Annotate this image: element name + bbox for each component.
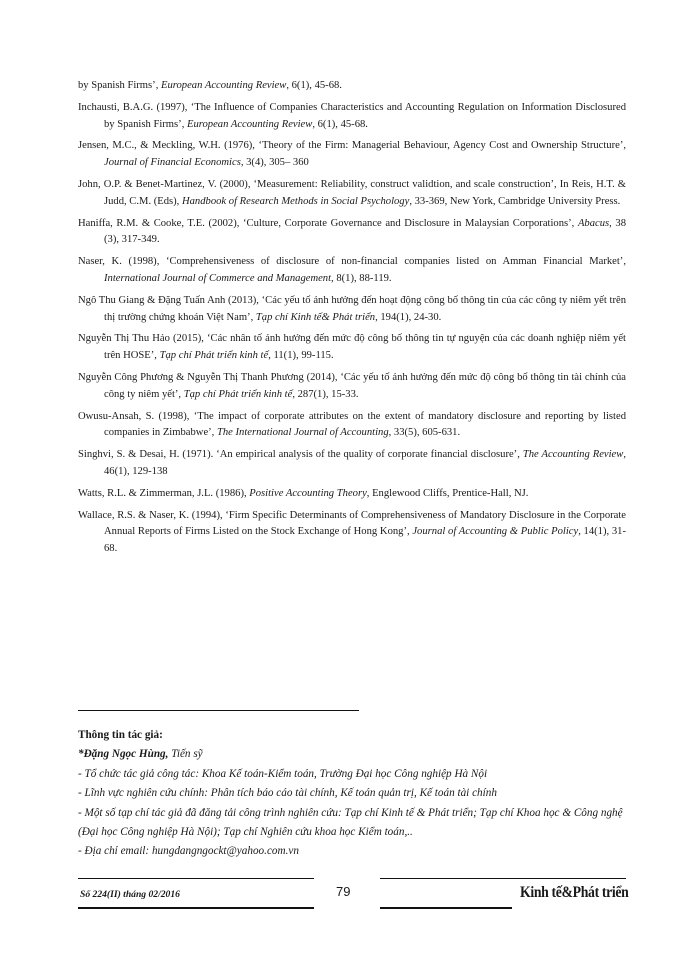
reference-text: Inchausti, B.A.G. (1997), ‘The Influence of Companies Characteristics and Accounting Regulation on Information Disclosured by Spanish Firms’, <box>78 101 626 130</box>
reference-item <box>78 216 626 250</box>
author-separator-line <box>78 710 359 711</box>
reference-item <box>78 370 626 404</box>
author-publications: - Một số tạp chí tác giả đã đăng tải công trình nghiên cứu: Tạp chí Kinh tế & Phát triển; Tạp chí Khoa học & Công nghệ (Đại học Công nghiệp Hà Nội); Tạp chí Nghiên cứu khoa học Kiểm toán,.. <box>78 806 623 839</box>
reference-item <box>78 138 626 172</box>
reference-text: Nguyễn Công Phương & Nguyễn Thị Thanh Phương (2014), ‘Các yếu tố ảnh hưởng đến mức độ công bố thông tin tài chính của công ty niêm yết’, <box>78 371 626 400</box>
reference-details: , 6(1), 45-68. <box>312 118 368 130</box>
reference-text: Wallace, R.S. & Naser, K. (1994), ‘Firm Specific Determinants of Comprehensiveness of Mandatory Disclosure in the Corporate Annual Reports of Firms Listed on the Stock Exchange of Hong Kong’, <box>78 509 626 538</box>
reference-item <box>78 486 626 503</box>
reference-list <box>78 78 626 563</box>
reference-details: , 6(1), 45-68. <box>286 80 342 91</box>
reference-text: Haniffa, R.M. & Cooke, T.E. (2002), ‘Culture, Corporate Governance and Disclosure in Malaysian Corporations’, <box>78 217 578 229</box>
reference-text: Watts, R.L. & Zimmerman, J.L. (1986), <box>78 487 250 499</box>
author-email: - Địa chỉ email: hungdangngockt@yahoo.com.vn <box>78 845 299 858</box>
footer-rule-right <box>380 878 626 879</box>
issue-label: Số 224(II) tháng 02/2016 <box>80 889 180 900</box>
reference-text: Owusu-Ansah, S. (1998), ‘The impact of corporate attributes on the extent of mandatory disclosure and reporting by listed companies in Zimbabwe’, <box>78 410 626 439</box>
reference-text: by Spanish Firms’, <box>78 80 161 91</box>
reference-item <box>78 409 626 443</box>
footer-bar-left <box>78 907 314 909</box>
reference-details: , 287(1), 15-33. <box>292 388 359 400</box>
reference-item <box>78 177 626 211</box>
reference-text: Jensen, M.C., & Meckling, W.H. (1976), ‘Theory of the Firm: Managerial Behaviour, Agency Cost and Ownership Structure’, <box>78 140 626 152</box>
footer-bar-right <box>380 907 512 909</box>
reference-text: Ngô Thu Giang & Đặng Tuấn Anh (2013), ‘Các yếu tố ảnh hưởng đến hoạt động công bố thông tin của các công ty niêm yết trên thị trường chứng khoán Việt Nam’, <box>78 294 626 323</box>
reference-item <box>78 100 626 134</box>
reference-details: , 11(1), 99-115. <box>268 350 334 362</box>
author-research-field: - Lĩnh vực nghiên cứu chính: Phân tích báo cáo tài chính, Kế toán quản trị, Kế toán tài chính <box>78 787 497 800</box>
reference-journal: Handbook of Research Methods in Social Psychology <box>181 195 410 207</box>
reference-item <box>78 254 626 288</box>
reference-text: Nguyễn Thị Thu Hảo (2015), ‘Các nhân tố ảnh hưởng đến mức độ công bố thông tin tự nguyện của các doanh nghiệp niêm yết trên HOSE’, <box>78 333 626 362</box>
author-name: *Đặng Ngọc Hùng, <box>78 748 169 761</box>
author-title: Tiến sỹ <box>168 748 203 761</box>
reference-item <box>78 293 626 327</box>
reference-item <box>78 331 626 365</box>
reference-journal: European Accounting Review <box>187 118 313 130</box>
reference-details: , 3(4), 305– 360 <box>240 157 309 169</box>
reference-item <box>78 508 626 558</box>
reference-item <box>78 447 626 481</box>
reference-journal: Journal of Accounting & Public Policy <box>412 526 579 538</box>
reference-journal: The Accounting Review <box>522 449 624 461</box>
reference-journal: Tạp chí Phát triển kinh tế <box>183 388 293 400</box>
author-info-heading: Thông tin tác giả: <box>78 729 163 741</box>
reference-details: , Englewood Cliffs, Prentice-Hall, NJ. <box>366 487 529 499</box>
reference-item <box>78 78 626 95</box>
reference-text: Naser, K. (1998), ‘Comprehensiveness of disclosure of non-financial companies listed on Amman Financial Market’, <box>78 256 626 268</box>
reference-journal: Positive Accounting Theory <box>249 487 367 499</box>
author-affiliation: - Tổ chức tác giả công tác: Khoa Kế toán-Kiểm toán, Trường Đại học Công nghiệp Hà Nội <box>78 767 488 780</box>
footer-rule-left <box>78 878 314 879</box>
reference-details: , 33(5), 605-631. <box>388 427 461 439</box>
reference-details: , 8(1), 88-119. <box>331 272 392 284</box>
reference-journal: European Accounting Review <box>161 80 287 91</box>
reference-journal: International Journal of Commerce and Management <box>104 272 332 284</box>
reference-journal: Tạp chí Phát triển kinh tế <box>159 350 269 362</box>
page-number: 79 <box>336 884 351 899</box>
reference-journal: Tạp chí Kinh tế& Phát triển <box>255 311 376 323</box>
reference-journal: Journal of Financial Economics <box>104 157 241 169</box>
reference-text: John, O.P. & Benet-Martinez, V. (2000), ‘Measurement: Reliability, construct validtion, and scale construction’, In Reis, H.T. & Judd, C.M. (Eds), <box>78 178 626 207</box>
reference-details: , 194(1), 24-30. <box>375 311 442 323</box>
reference-details: , 46(1), 129-138 <box>104 449 626 477</box>
journal-logo: Kinh tế&Phát triển <box>520 884 629 901</box>
reference-text: Singhvi, S. & Desai, H. (1971). ‘An empirical analysis of the quality of corporate financial disclosure’, <box>78 449 523 461</box>
reference-details: , 33-369, New York, Cambridge University Press. <box>409 195 621 207</box>
reference-journal: Abacus, <box>577 217 612 229</box>
reference-journal: The International Journal of Accounting <box>216 427 389 439</box>
author-info <box>78 726 638 862</box>
reference-details: , 14(1), 31-68. <box>104 526 626 555</box>
reference-details: 38 (3), 317-349. <box>104 217 626 246</box>
author-name-line <box>78 745 638 764</box>
